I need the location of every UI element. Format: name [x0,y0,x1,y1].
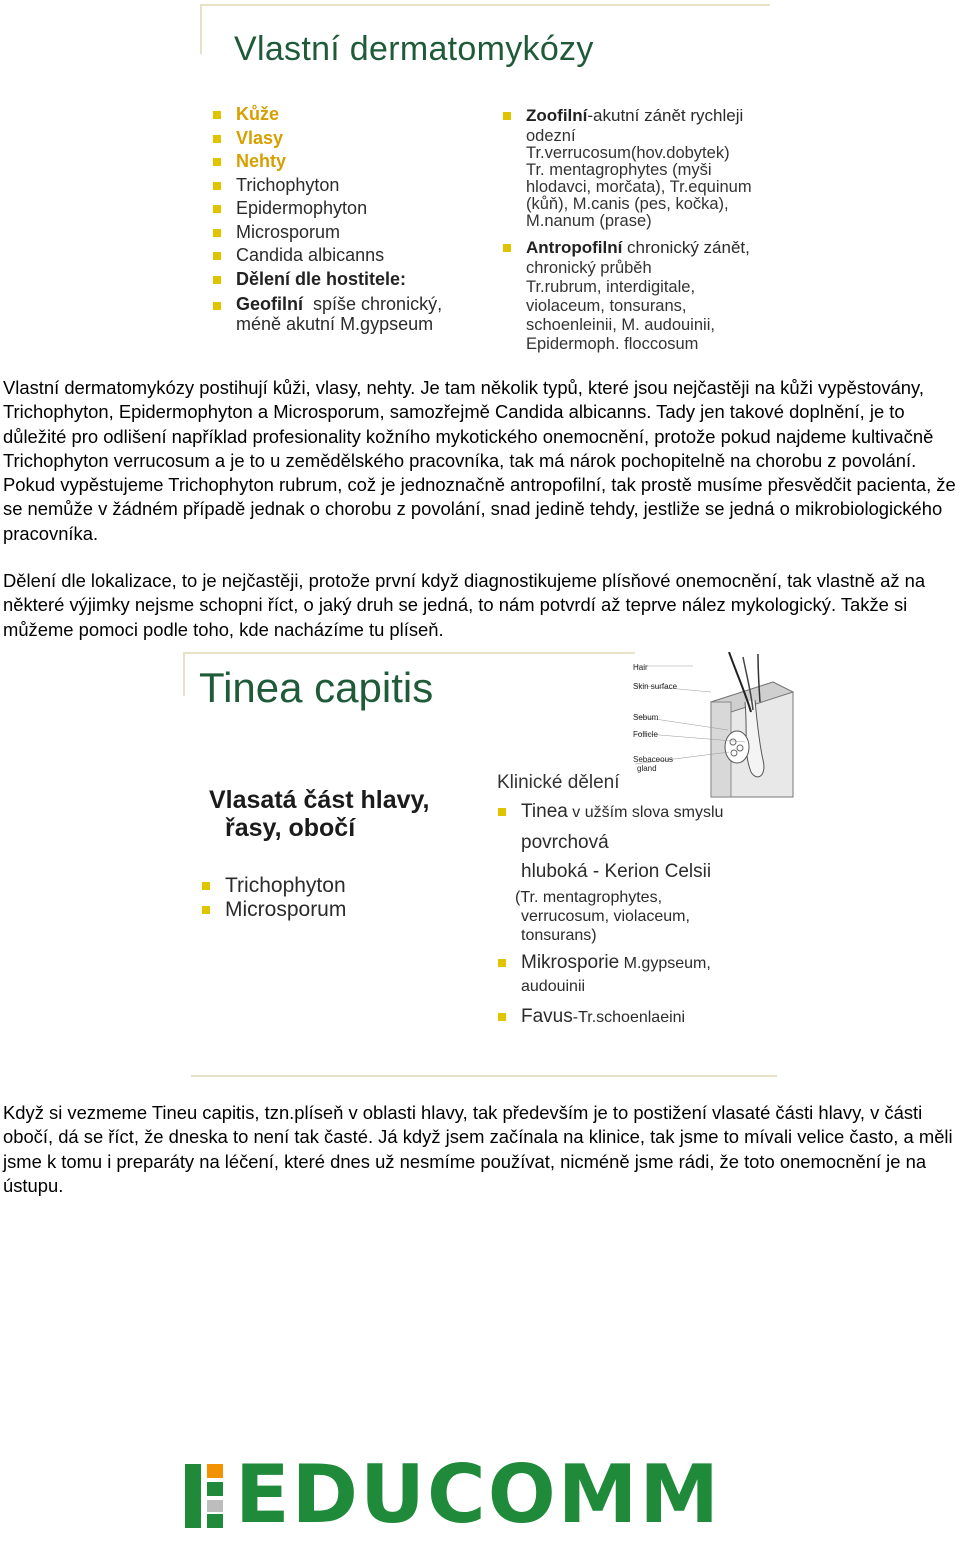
skin-label-hair: Hair [633,663,648,672]
bullet-square-icon [202,906,210,914]
list-item [212,103,442,127]
skin-label-follicle: Follicle [633,730,658,739]
list-item-mikrosporie [497,951,797,999]
item-kuze: Kůže [236,104,280,124]
bullet-square-icon [213,205,221,213]
mikrosporie-line2: audouinii [521,978,586,995]
list-item [212,294,442,334]
item-geofilni-line2: méně akutní M.gypseum [236,314,434,334]
slide1-title: Vlastní dermatomykózy [234,30,594,68]
list-item [212,174,442,198]
skin-label-surface: Skin surface [633,682,678,691]
paragraph-3: Když si vezmeme Tineu capitis, tzn.plíseň v oblasti hlavy, tak především je to postižení vlasaté části hlavy, v části obočí, dá se říct, že dneska to není tak časté. Já když jsem začínala na klinice, tak jsme to mívali velice často, a měli jsme k tomu i preparáty na léčení, které dnes už nesmíme používat, nicméně jsme rádi, že toto onemocnění je na ústupu. [3,1102,953,1196]
list-item [212,268,442,292]
educomm-logo [185,1448,785,1541]
favus-head: Favus [521,1005,573,1027]
list-item-favus [497,1005,797,1030]
bullet-square-icon [503,112,511,120]
antropofilni-sub-0: chronický průběh [526,259,652,277]
list-item-zoofilni [502,104,782,230]
slide-tinea-capitis [183,652,798,1082]
slide-frame-bottom [191,1075,777,1077]
slide2-heading-line1: Vlasatá část hlavy, [209,786,430,814]
list-item [212,197,442,221]
item-geofilni-head: Geofilní [236,294,303,314]
antropofilni-rest: chronický zánět, [622,237,750,257]
antropofilni-head: Antropofilní [526,237,623,257]
antropofilni-sub-2: violaceum, tonsurans, [526,297,687,315]
zoofilni-sub-4: (kůň), M.canis (pes, kočka), [526,194,729,213]
zoofilni-sub-1: Tr.verrucosum(hov.dobytek) [526,143,730,162]
list-item-tinea [497,800,797,945]
bullet-square-icon [498,808,506,816]
item-nehty: Nehty [236,151,287,171]
zoofilni-sub-3: hlodavci, morčata), Tr.equinum [526,177,752,196]
educomm-logo-mark-icon [185,1460,229,1530]
skin-label-sebaceous: Sebaceous [633,755,674,764]
mikrosporie-head: Mikrosporie [521,951,620,973]
slide2-title: Tinea capitis [199,664,434,711]
list-item [201,874,346,898]
slide-frame-left [183,652,185,696]
mikrosporie-rest: M.gypseum, [619,954,711,972]
tinea-paren-2: tonsurans) [521,926,597,944]
slide1-right-list [502,104,782,360]
slide2-right-list [497,800,797,1035]
list-item [212,244,442,268]
item-vlasy: Vlasy [236,127,284,148]
antropofilni-sub-4: Epidermoph. floccosum [526,335,699,353]
tinea-rest: v užším slova smyslu [567,804,724,821]
bullet-square-icon [213,158,221,166]
tinea-hluboka: hluboká - Kerion Celsii [521,861,712,882]
item-deleni-hostitele: Dělení dle hostitele: [236,268,407,289]
item-trichophyton: Trichophyton [225,874,346,897]
list-item-antropofilni [502,236,782,355]
list-item [212,221,442,245]
tinea-paren-1: verrucosum, violaceum, [521,907,690,925]
zoofilni-sub-2: Tr. mentagrophytes (myši [526,160,712,179]
item-geofilni-rest: spíše chronický, [313,294,443,314]
bullet-square-icon [503,244,511,252]
item-microsporum: Microsporum [236,221,341,242]
slide2-heading [209,786,430,842]
slide-frame-top [200,4,770,6]
zoofilni-head: Zoofilní [526,106,588,125]
item-trichophyton: Trichophyton [236,174,340,195]
antropofilni-sub-1: Tr.rubrum, interdigitale, [526,278,696,296]
item-candida: Candida albicanns [236,245,385,265]
slide-dermatomykozy [200,4,770,353]
list-item [201,898,346,922]
favus-rest: -Tr.schoenlaeini [572,1008,686,1026]
bullet-square-icon [213,276,221,284]
bullet-square-icon [202,882,210,890]
bullet-square-icon [213,229,221,237]
slide2-left-list [201,874,346,921]
list-item [212,150,442,174]
skin-label-sebum: Sebum [633,713,659,722]
klinicke-deleni: Klinické dělení [497,772,620,793]
antropofilni-sub-3: schoenleinii, M. audouinii, [526,316,715,334]
logo-wordmark: EDUCOMM [235,1448,721,1541]
bullet-square-icon [213,111,221,119]
bullet-square-icon [213,135,221,143]
skin-label-gland: gland [637,764,657,773]
zoofilni-sub-0: odezní [526,126,576,145]
paragraph-1: Vlastní dermatomykózy postihují kůži, vlasy, nehty. Je tam několik typů, které jsou nejčastěji na kůži vypěstovány, Trichophyton, Epidermophyton a Microsporum, samozřejmě Candida albicanns. Tady jen takové doplnění, je to důležité pro odlišení například profesionality kožního mykotického onemocnění, protože pokud najdeme kultivačně Trichophyton verrucosum a je to u zemědělského pracovníka, tak má nárok pochopitelně na chorobu z povolání. Pokud vypěstujeme Trichophyton rubrum, což je jednoznačně antropofilní, tak prostě musíme přesvědčit pacienta, že se nemůže v žádném případě jednak o chorobu z povolání, snad jedině tehdy, jestliže se jedná o mikrobiologického pracovníka. [3,377,956,544]
bullet-square-icon [213,302,221,310]
slide2-heading-line2: řasy, obočí [225,814,356,842]
tinea-povrchova: povrchová [521,831,609,853]
bullet-square-icon [213,252,221,260]
tinea-head: Tinea [521,801,568,822]
slide-frame-left [200,4,202,54]
slide1-left-list [212,103,442,334]
item-microsporum: Microsporum [225,897,347,921]
bullet-square-icon [498,1013,506,1021]
tinea-paren-0: (Tr. mentagrophytes, [515,888,663,906]
skin-diagram-illustration [633,652,798,802]
bullet-square-icon [213,182,221,190]
slide-frame-top [183,652,635,654]
zoofilni-rest: -akutní zánět rychleji [587,106,744,125]
list-item [212,127,442,151]
zoofilni-sub-5: M.nanum (prase) [526,211,652,230]
bullet-square-icon [498,959,506,967]
paragraph-2: Dělení dle lokalizace, to je nejčastěji, protože první když diagnostikujeme plísňové onemocnění, tak vlastně až na některé výjimky nejsme schopni říct, o jaký druh se jedná, to nám potvrdí až teprve nález mykologický. Takže si můžeme pomoci podle toho, kde nacházíme tu plíseň. [3,570,926,640]
item-epidermophyton: Epidermophyton [236,198,368,218]
